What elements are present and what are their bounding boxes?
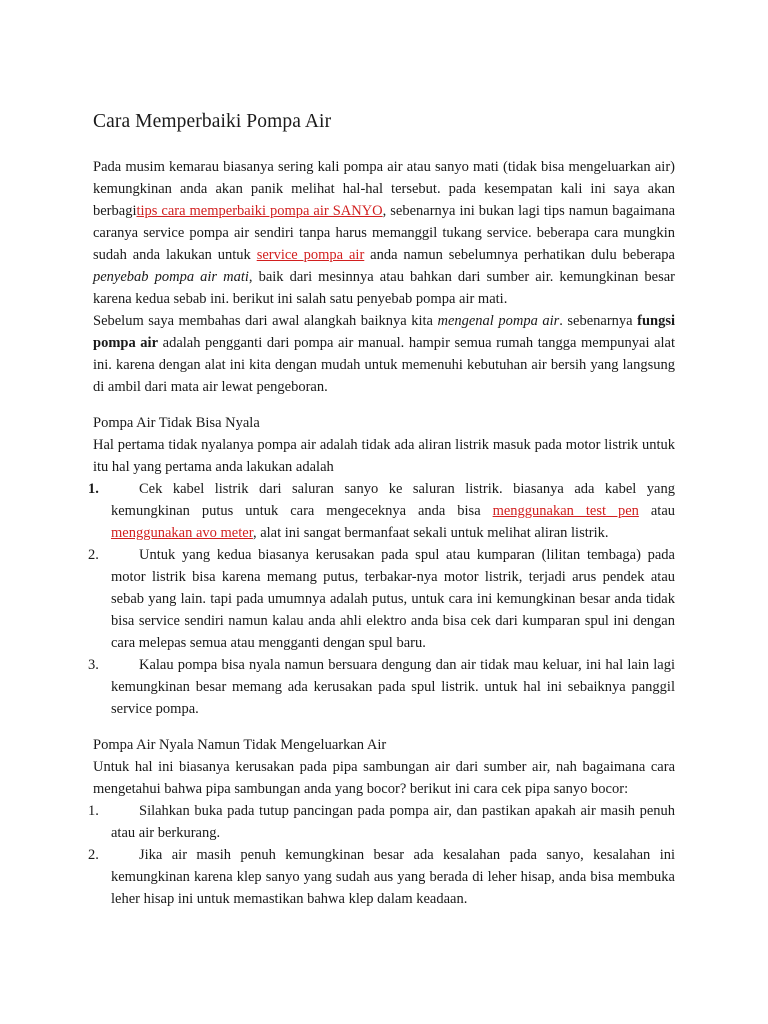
intro-text-3: anda namun sebelumnya perhatikan dulu beberapa <box>364 247 675 263</box>
list-section-1 <box>88 478 676 720</box>
page-title: Cara Memperbaiki Pompa Air <box>93 111 332 132</box>
intro-emphasis-penyebab: penyebab pompa air mati <box>93 269 249 285</box>
section-nyala-tidak-keluar-air <box>88 734 675 910</box>
list-item <box>88 654 675 720</box>
section-heading-2: Pompa Air Nyala Namun Tidak Mengeluarkan Air <box>93 737 387 753</box>
item-text: Cek kabel listrik dari saluran sanyo ke saluran listrik. biasanya ada kabel yang kemungkinan putus untuk cara mengeceknya anda bisa <box>111 481 675 519</box>
link-avo-meter[interactable]: menggunakan avo meter <box>111 525 253 541</box>
link-test-pen[interactable]: menggunakan test pen <box>492 503 639 519</box>
section-lead-2: Untuk hal ini biasanya kerusakan pada pipa sambungan air dari sumber air, nah bagaimana cara mengetahui bahwa pipa sambungan anda yang bocor? berikut ini cara cek pipa sanyo bocor: <box>93 759 675 797</box>
document-body <box>88 108 676 910</box>
list-number: 2. <box>88 847 99 863</box>
section-lead-1: Hal pertama tidak nyalanya pompa air adalah tidak ada aliran listrik masuk pada motor listrik untuk itu hal yang pertama anda lakukan adalah <box>93 437 675 475</box>
item-text: Kalau pompa bisa nyala namun bersuara dengung dan air tidak mau keluar, ini hal lain lagi kemungkinan besar memang ada kerusakan pada spul listrik. untuk hal ini sebaiknya panggil service pompa. <box>111 657 675 717</box>
list-number: 3. <box>88 657 99 673</box>
list-item <box>88 800 675 844</box>
intro-paragraph <box>93 156 675 310</box>
item-text: , alat ini sangat bermanfaat sekali untuk melihat aliran listrik. <box>252 525 609 541</box>
list-item <box>88 844 675 910</box>
list-number: 2. <box>88 547 99 563</box>
section-heading-1: Pompa Air Tidak Bisa Nyala <box>93 415 260 431</box>
link-tips-sanyo[interactable]: tips cara memperbaiki pompa air SANYO <box>136 203 383 219</box>
item-text: Jika air masih penuh kemungkinan besar ada kesalahan pada sanyo, kesalahan ini kemungkinan karena klep sanyo yang sudah aus yang berada di leher hisap, anda bisa membuka leher hisap ini untuk memastikan bahwa klep dalam keadaan. <box>111 847 675 907</box>
list-number: 1. <box>88 481 99 497</box>
intro-text-5: Sebelum saya membahas dari awal alangkah baiknya kita <box>93 313 438 329</box>
section-tidak-bisa-nyala <box>88 412 676 720</box>
list-item <box>88 544 675 654</box>
list-item <box>88 478 676 544</box>
intro-text-2: , sebenarnya ini bukan lagi tips namun bagaimana caranya service pompa air sendiri tanpa harus memanggil tukang service. beberapa cara mungkin sudah anda lakukan untuk <box>93 203 676 263</box>
intro-paragraph-2 <box>93 310 675 398</box>
list-section-2 <box>88 800 675 910</box>
list-number: 1. <box>88 803 99 819</box>
intro-text-7: adalah pengganti dari pompa air manual. hampir semua rumah tangga mempunyai alat ini. karena dengan alat ini kita dengan mudah untuk memenuhi kebutuhan air bersih yang langsung di ambil dari mata air lewat pengeboran. <box>93 335 676 395</box>
intro-text-1: Pada musim kemarau biasanya sering kali pompa air atau sanyo mati (tidak bisa mengeluarkan air) kemungkinan anda akan panik melihat hal-hal tersebut. pada kesempatan kali ini saya akan berbagi <box>93 159 675 219</box>
item-text: Silahkan buka pada tutup pancingan pada pompa air, dan pastikan apakah air masih penuh atau air berkurang. <box>111 803 675 841</box>
item-text: atau <box>638 503 676 519</box>
item-text: Untuk yang kedua biasanya kerusakan pada spul atau kumparan (lilitan tembaga) pada motor listrik bisa karena memang putus, terbakar-nya motor listrik, terjadi arus pendek atau sebab yang lain. tapi pada umumnya adalah putus, untuk cara ini kemungkinan besar anda tidak bisa service sendiri namun kalau anda ahli elektro anda bisa cek dari kumparan spul ini dengan cara melepas semua atau mengganti dengan spul baru. <box>111 547 675 651</box>
intro-emphasis-mengenal: mengenal pompa air <box>437 313 560 329</box>
intro-strong-fungsi: fungsi pompa air <box>93 313 675 351</box>
intro-text-6: . sebenarnya <box>559 313 638 329</box>
link-service-pompa[interactable]: service pompa air <box>256 247 365 263</box>
intro-text-4: , baik dari mesinnya atau bahkan dari sumber air. kemungkinan besar karena kedua sebab ini. berikut ini salah satu penyebab pompa air mati. <box>93 269 675 307</box>
